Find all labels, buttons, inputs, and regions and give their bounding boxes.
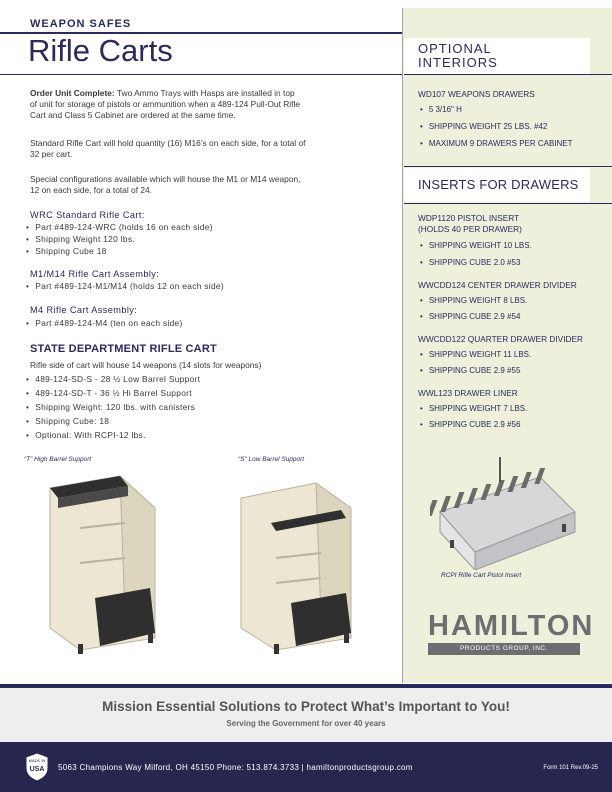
wd107-item: • MAXIMUM 9 DRAWERS PER CABINET [420,139,573,148]
standard-paragraph [30,138,380,160]
wrc-item: • Shipping Cube 18 [26,246,107,256]
state-heading: STATE DEPARTMENT RIFLE CART [30,343,217,355]
wrc-item: • Shipping Weight 120 lbs. [26,234,135,244]
standard-text: Standard Rifle Cart will hold quantity (16) M16’s on each side, for a total of [30,138,306,148]
sidebar-rule [404,74,612,75]
wd107-item: • SHIPPING WEIGHT 25 LBS. #42 [420,122,547,131]
standard-text: 32 per cart. [30,149,73,159]
state-item: • Optional: With RCPI-12 lbs. [26,430,146,440]
sidebar-rule [404,203,612,204]
wdp-title-line1: WDP1120 PISTOL INSERT [418,213,520,223]
rifle-cart-t-image [40,468,165,658]
wd107-item: • 5 3/16" H [420,105,462,114]
special-text: 12 on each side, for a total of 24. [30,185,152,195]
wrc-item: • Part #489-124-WRC (holds 16 on each side) [26,222,213,232]
m4-heading: M4 Rifle Cart Assembly: [30,305,138,315]
wdp-title-line2: (HOLDS 40 PER DRAWER) [418,224,522,234]
optional-heading-line1: OPTIONAL [418,41,492,56]
category-label: WEAPON SAFES [30,18,132,30]
order-label: Order Unit Complete: [30,88,115,98]
m1-heading: M1/M14 Rifle Cart Assembly: [30,269,160,279]
inserts-heading: INSERTS FOR DRAWERS [404,168,590,202]
order-text: of unit for storage of pistols or ammunition when a 489-124 Pull-Out Rifle [30,99,300,109]
mission-statement: Mission Essential Solutions to Protect What’s Important to You! [102,699,510,714]
made-in-usa-badge-icon [24,752,50,782]
wwl-item: • SHIPPING CUBE 2.9 #56 [420,420,520,429]
title-rule [0,74,402,75]
page-title: Rifle Carts [28,33,173,68]
state-item: • 489-124-SD-T - 36 ½ Hi Barrel Support [26,388,192,398]
form-number: Form 101 Rev.09-25 [543,765,598,771]
special-text: Special configurations available which will house the M1 or M14 weapon, [30,174,301,184]
rcpi-caption: RCPI Rifle Cart Pistol Insert [441,572,522,579]
rifle-cart-s-image [236,468,356,658]
cd124-item: • SHIPPING CUBE 2.9 #54 [420,312,520,321]
sidebar-divider [402,8,403,683]
order-paragraph [30,88,380,121]
order-text: Cart and Class 5 Cabinet are ordered at the same time. [30,110,236,120]
rcpi-insert-image [430,452,580,570]
state-item: • Shipping Cube: 18 [26,416,109,426]
optional-interiors-heading [404,38,590,74]
cd122-item: • SHIPPING WEIGHT 11 LBS. [420,350,531,359]
m4-item: • Part #489-124-M4 (ten on each side) [26,318,183,328]
hamilton-logo-sub: PRODUCTS GROUP, INC. [428,643,580,655]
badge-text-usa: USA [29,766,45,773]
state-item: • Shipping Weight: 120 lbs. with canisters [26,402,195,412]
state-intro: Rifle side of cart will house 14 weapons (14 slots for weapons) [30,360,262,370]
state-item: • 489-124-SD-S - 28 ½ Low Barrel Support [26,374,200,384]
cd122-title: WWCDD122 QUARTER DRAWER DIVIDER [418,334,584,344]
wwl-item: • SHIPPING WEIGHT 7 LBS. [420,404,527,413]
badge-text-top: MADE IN [28,758,46,763]
m1-item: • Part #489-124-M1/M14 (holds 12 on each side) [26,281,224,291]
footer-address: 5063 Champions Way Milford, OH 45150 Phone: 513.874.3733 | hamiltonproductsgroup.com [58,763,413,772]
optional-heading-line2: INTERIORS [418,55,498,70]
caption-t: “T” High Barrel Support [24,456,92,463]
special-paragraph [30,174,380,196]
serving-statement: Serving the Government for over 40 years [226,719,386,728]
cd124-item: • SHIPPING WEIGHT 8 LBS. [420,296,527,305]
order-text: Two Ammo Trays with Hasps are installed in top [114,88,295,98]
wd107-title: WD107 WEAPONS DRAWERS [418,89,535,99]
wwl-title: WWL123 DRAWER LINER [418,388,518,398]
hamilton-logo: HAMILTON [428,610,595,642]
wdp-item: • SHIPPING CUBE 2.0 #53 [420,258,520,267]
wdp-item: • SHIPPING WEIGHT 10 LBS. [420,241,532,250]
cd124-title: WWCDD124 CENTER DRAWER DIVIDER [418,280,577,290]
wdp-title [418,213,522,235]
cd122-item: • SHIPPING CUBE 2.9 #55 [420,366,520,375]
caption-s: “S” Low Barrel Support [238,456,305,463]
sidebar-rule [404,166,612,167]
wrc-heading: WRC Standard Rifle Cart: [30,210,145,220]
